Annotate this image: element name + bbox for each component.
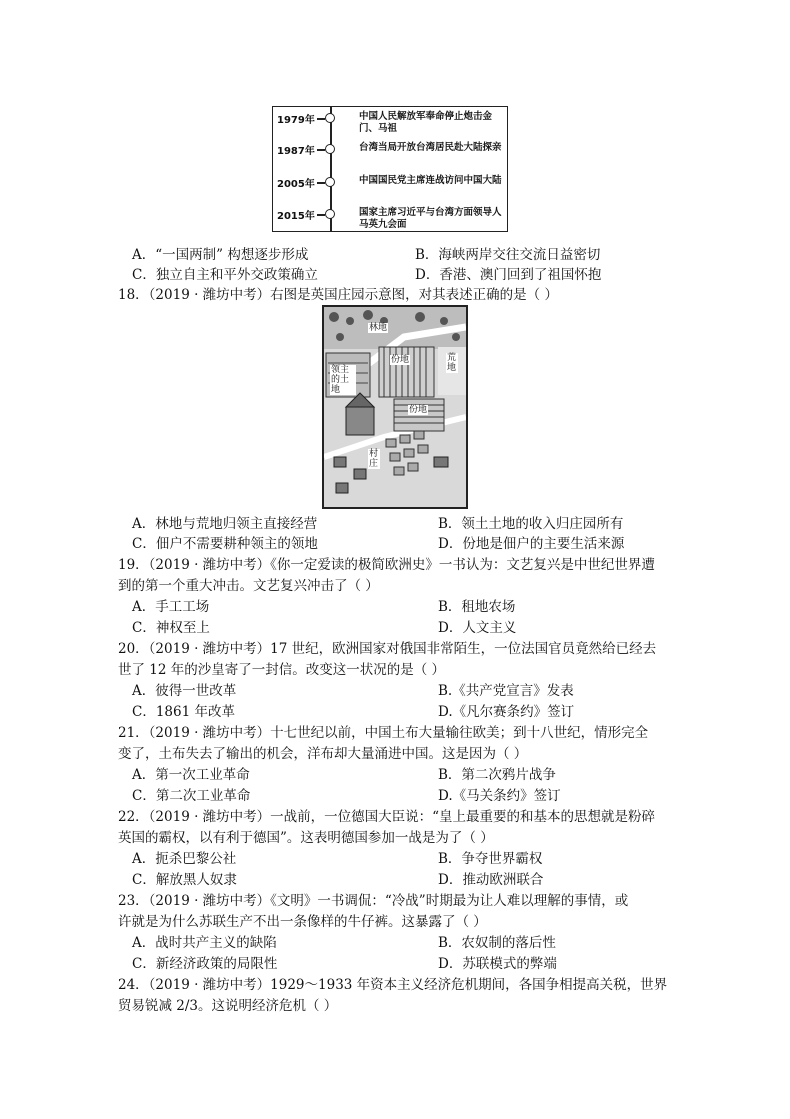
q22-option-d: D．推动欧洲联合 [438,872,544,888]
q19-option-a: A．手工工场 [132,599,210,615]
manor-map [322,305,468,509]
map-label-strip: 份地 [409,405,428,415]
q20-stem-line1: 20．（2019 · 潍坊中考）17 世纪，欧洲国家对俄国非常陌生，一位法国官员竟然给已经去 [118,641,657,657]
q21-option-c: C．第二次工业革命 [132,788,251,804]
q20-option-a: A．彼得一世改革 [132,683,237,699]
q19-option-b: B．租地农场 [438,599,516,615]
q18-option-a: A．林地与荒地归领主直接经营 [132,516,318,532]
q18-stem: 18．（2019 · 潍坊中考）右图是英国庄园示意图，对其表述正确的是（ ） [118,287,558,303]
q23-option-c: C．新经济政策的局限性 [132,956,278,972]
q17-option-b: B．海峡两岸交往交流日益密切 [415,247,601,263]
q23-option-a: A．战时共产主义的缺陷 [132,935,277,951]
q21-stem-line2: 变了，土布失去了输出的机会，洋布却大量涌进中国。这是因为（ ） [118,746,528,762]
q21-option-d: D.《马关条约》签订 [438,788,561,804]
timeline-event: 中国人民解放军奉命停止炮击金门、马祖 [359,111,493,134]
map-label-strip: 份地 [391,355,410,365]
q21-option-a: A．第一次工业革命 [132,767,250,783]
q20-stem-line2: 世了 12 年的沙皇寄了一封信。改变这一状况的是（ ） [118,662,446,678]
q24-stem-line2: 贸易锐减 2/3。这说明经济危机（ ） [118,998,338,1014]
timeline-figure [272,106,508,232]
map-label-waste: 荒地 [447,353,457,373]
timeline-node-icon [325,209,335,219]
timeline-event: 台湾当局开放台湾居民赴大陆探亲 [359,142,502,153]
q21-option-b: B．第二次鸦片战争 [438,767,556,783]
q22-option-b: B．争夺世界霸权 [438,851,543,867]
q24-stem-line1: 24．（2019 · 潍坊中考）1929～1933 年资本主义经济危机期间，各国争相提高关税，世界 [118,977,668,993]
timeline-year: 1979年 [277,115,315,126]
q17-option-d: D．香港、澳门回到了祖国怀抱 [415,267,602,283]
q23-stem-line2: 许就是为什么苏联生产不出一条像样的牛仔裤。这暴露了（ ） [118,914,487,930]
timeline-year: 2015年 [277,211,315,222]
timeline-tick [317,182,325,184]
q23-option-b: B．农奴制的落后性 [438,935,556,951]
q22-option-a: A．扼杀巴黎公社 [132,851,237,867]
q22-stem-line2: 英国的霸权，以有利于德国”。这表明德国参加一战是为了（ ） [118,830,494,846]
q20-option-d: D.《凡尔赛条约》签订 [438,704,575,720]
timeline-tick [317,118,325,120]
q23-option-d: D．苏联模式的弊端 [438,956,557,972]
map-label-village: 村庄 [369,449,379,469]
q20-option-b: B.《共产党宣言》发表 [438,683,574,699]
q21-stem-line1: 21．（2019 · 潍坊中考）十七世纪以前，中国土布大量输往欧美；到十八世纪，情形完全 [118,725,649,741]
timeline-year: 2005年 [277,179,315,190]
map-label-forest: 林地 [369,323,388,333]
manor-map-illustration [324,307,466,507]
q17-option-c: C．独立自主和平外交政策确立 [132,267,318,283]
timeline-node-icon [325,144,335,154]
timeline-node-icon [325,177,335,187]
timeline-year: 1987年 [277,146,315,157]
timeline-event: 国家主席习近平与台湾方面领导人马英九会面 [359,207,502,230]
q22-option-c: C．解放黑人奴隶 [132,872,237,888]
q19-stem-line2: 到的第一个重大冲击。文艺复兴冲击了（ ） [118,578,379,594]
q17-option-a: A．“一国两制” 构想逐步形成 [132,247,309,263]
timeline-tick [317,214,325,216]
timeline-tick [317,149,325,151]
timeline-node-icon [325,113,335,123]
q18-option-c: C．佃户不需要耕种领主的领地 [132,536,318,552]
q22-stem-line1: 22．（2019 · 潍坊中考）一战前，一位德国大臣说：“皇上最重要的和基本的思想就是粉碎 [118,809,656,825]
q18-option-d: D．份地是佃户的主要生活来源 [438,536,625,552]
timeline-event: 中国国民党主席连战访问中国大陆 [359,175,502,186]
q19-option-d: D．人文主义 [438,620,517,636]
q18-option-b: B．领土土地的收入归庄园所有 [438,516,624,532]
q20-option-c: C．1861 年改革 [132,704,235,720]
q23-stem-line1: 23．（2019 · 潍坊中考）《文明》一书调侃：“冷战”时期最为让人难以理解的事情，或 [118,893,629,909]
q19-stem-line1: 19．（2019 · 潍坊中考）《你一定爱读的极简欧洲史》一书认为：文艺复兴是中世纪世界遭 [118,557,655,573]
q19-option-c: C．神权至上 [132,620,210,636]
map-label-lord-land: 领主的土地 [330,365,356,395]
